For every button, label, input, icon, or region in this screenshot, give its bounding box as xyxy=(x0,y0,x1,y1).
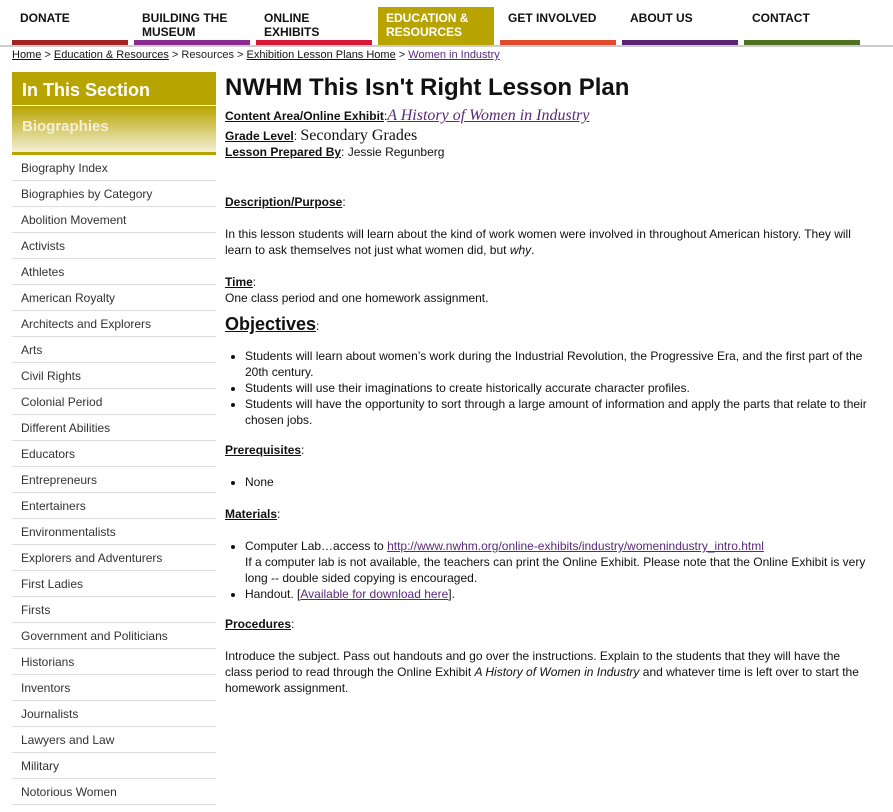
exhibit-url-link[interactable]: http://www.nwhm.org/online-exhibits/industry/womenindustry_intro.html xyxy=(387,539,764,553)
sidebar-item[interactable]: Explorers and Adventurers xyxy=(12,545,216,571)
nav-item-education-resources[interactable] xyxy=(378,7,494,45)
objectives-list xyxy=(225,348,870,428)
grade-level-label: Grade Level xyxy=(225,129,294,143)
list-item: • Students will use their imaginations to create historically accurate character profiles. xyxy=(245,380,870,396)
procedures-label: Procedures xyxy=(225,617,292,631)
list-item: • Handout. [Available for download here]. xyxy=(245,586,870,602)
nav-item-label: BUILDING THE MUSEUM xyxy=(142,11,228,39)
sidebar-item[interactable]: Lawyers and Law xyxy=(12,727,216,753)
nav-item-about-us[interactable] xyxy=(622,7,738,45)
sidebar-item[interactable]: Government and Politicians xyxy=(12,623,216,649)
sidebar-item[interactable]: First Ladies xyxy=(12,571,216,597)
sidebar-item[interactable]: Journalists xyxy=(12,701,216,727)
prerequisites-label: Prerequisites xyxy=(225,443,302,457)
sidebar-section-biographies[interactable]: Biographies xyxy=(12,106,216,155)
prepared-by-label: Lesson Prepared By xyxy=(225,145,342,159)
materials-list xyxy=(225,538,870,602)
nav-item-contact[interactable] xyxy=(744,7,860,45)
nav-item-get-involved[interactable] xyxy=(500,7,616,45)
sidebar-item[interactable]: Historians xyxy=(12,649,216,675)
sidebar-item[interactable]: Different Abilities xyxy=(12,415,216,441)
breadcrumb: Home > Education & Resources > Resources > Exhibition Lesson Plans Home > Women in Industry xyxy=(12,49,500,61)
sidebar-item[interactable]: Military xyxy=(12,753,216,779)
procedures-text: Introduce the subject. Pass out handouts and go over the instructions. Explain to the students that they will have the class period to read through the Online Exhibit A History of Women in Industry and whatever time is left over to start the homework assignment. xyxy=(225,649,859,695)
sidebar-item[interactable]: Notorious Women xyxy=(12,779,216,805)
nav-color-bar xyxy=(744,40,860,45)
prepared-by-value: Jessie Regunberg xyxy=(347,145,445,159)
nav-color-bar xyxy=(378,40,494,45)
sidebar-item[interactable]: Entrepreneurs xyxy=(12,467,216,493)
sidebar-item[interactable]: Colonial Period xyxy=(12,389,216,415)
sidebar-item[interactable]: Athletes xyxy=(12,259,216,285)
handout-download-link[interactable]: Available for download here xyxy=(300,587,449,601)
exhibit-link[interactable]: A History of Women in Industry xyxy=(387,107,590,124)
nav-item-label: GET INVOLVED xyxy=(508,11,597,25)
sidebar-item[interactable]: Activists xyxy=(12,233,216,259)
nav-item-label: DONATE xyxy=(20,11,70,25)
sidebar-item[interactable]: Firsts xyxy=(12,597,216,623)
sidebar-item[interactable]: American Royalty xyxy=(12,285,216,311)
sidebar-item[interactable]: Entertainers xyxy=(12,493,216,519)
sidebar-item[interactable]: Environmentalists xyxy=(12,519,216,545)
breadcrumb-current[interactable]: Women in Industry xyxy=(408,49,500,61)
nav-item-donate[interactable] xyxy=(12,7,128,45)
objectives-heading: Objectives xyxy=(225,314,317,334)
nav-item-label: ONLINE EXHIBITS xyxy=(264,11,320,39)
sidebar-item[interactable]: Inventors xyxy=(12,675,216,701)
nav-color-bar xyxy=(622,40,738,45)
breadcrumb-education[interactable]: Education & Resources xyxy=(53,49,169,61)
nav-color-bar xyxy=(12,40,128,45)
nav-item-online-exhibits[interactable] xyxy=(256,7,372,45)
sidebar-item[interactable]: Architects and Explorers xyxy=(12,311,216,337)
grade-level-value: Secondary Grades xyxy=(300,127,418,144)
nav-item-building-the-museum[interactable] xyxy=(134,7,250,45)
nav-color-bar xyxy=(256,40,372,45)
nav-item-label: CONTACT xyxy=(752,11,810,25)
breadcrumb-lesson-plans[interactable]: Exhibition Lesson Plans Home xyxy=(246,49,396,61)
description-text: In this lesson students will learn about the kind of work women were involved in throughout American history. They will learn to ask themselves not just what women did, but why. xyxy=(225,227,851,257)
list-item: • Students will have the opportunity to sort through a large amount of information and apply the parts that relate to their chosen jobs. xyxy=(245,396,870,428)
sidebar-item[interactable]: Civil Rights xyxy=(12,363,216,389)
sidebar xyxy=(12,72,216,805)
sidebar-item[interactable]: Arts xyxy=(12,337,216,363)
content-area-label: Content Area/Online Exhibit xyxy=(225,109,384,123)
description-label: Description/Purpose xyxy=(225,195,343,209)
sidebar-item[interactable]: Biographies by Category xyxy=(12,181,216,207)
breadcrumb-resources: Resources xyxy=(181,49,234,61)
sidebar-item[interactable]: Biography Index xyxy=(12,155,216,181)
top-navigation xyxy=(0,0,893,47)
list-item: • Computer Lab…access to http://www.nwhm.org/online-exhibits/industry/womenindustry_intro.html If a computer lab is not available, the teachers can print the Online Exhibit. Please note that the Online Exhibit is very long -- double sided copying is encouraged. xyxy=(245,538,870,586)
nav-color-bar xyxy=(500,40,616,45)
time-label: Time xyxy=(225,275,253,289)
sidebar-item[interactable]: Abolition Movement xyxy=(12,207,216,233)
nav-item-label: ABOUT US xyxy=(630,11,693,25)
breadcrumb-home[interactable]: Home xyxy=(12,49,42,61)
sidebar-heading: In This Section xyxy=(12,72,216,106)
materials-label: Materials xyxy=(225,507,278,521)
page-title: NWHM This Isn't Right Lesson Plan xyxy=(225,74,630,101)
time-text: One class period and one homework assignment. xyxy=(225,291,489,305)
main-content: NWHM This Isn't Right Lesson Plan Content Area/Online Exhibit:A History of Women in Industry Grade Level: Secondary Grades Lesson Prepared By: Jessie Regunberg Description/Purpose: In this lesson students will learn about the kind of work women were involved in throughout American history. They will learn to ask themselves not just what women did, but why. Time: One class period and one homework assignment. Objectives: • Students will learn about women’s work during the Industrial Revolution, the Progressive Era, and the first part of the 20th century. • Students will use their imaginations to create historically accurate character profiles. • Students will have the opportunity to sort through a large amount of information and apply the parts that relate to their chosen jobs. Prerequisites: • None Materials: • Computer Lab…access to http://www.nwhm.org/online-exhibits/industry/womenindustry_intro.html If a computer lab is not available, the teachers can print the Online Exhibit. Please note that the Online Exhibit is very long -- double sided copying is encouraged. • Handout. [Available for download here]. Procedures: Introduce the subject. Pass out handouts and go over the instructions. Explain to the students that they will have the class period to read through the Online Exhibit A History of Women in Industry and whatever time is left over to start the homework assignment. xyxy=(225,74,870,696)
nav-item-label: EDUCATION & RESOURCES xyxy=(386,11,469,39)
list-item: • Students will learn about women’s work during the Industrial Revolution, the Progressive Era, and the first part of the 20th century. xyxy=(245,348,870,380)
list-item: • None xyxy=(245,474,870,490)
sidebar-item[interactable]: Educators xyxy=(12,441,216,467)
nav-color-bar xyxy=(134,40,250,45)
